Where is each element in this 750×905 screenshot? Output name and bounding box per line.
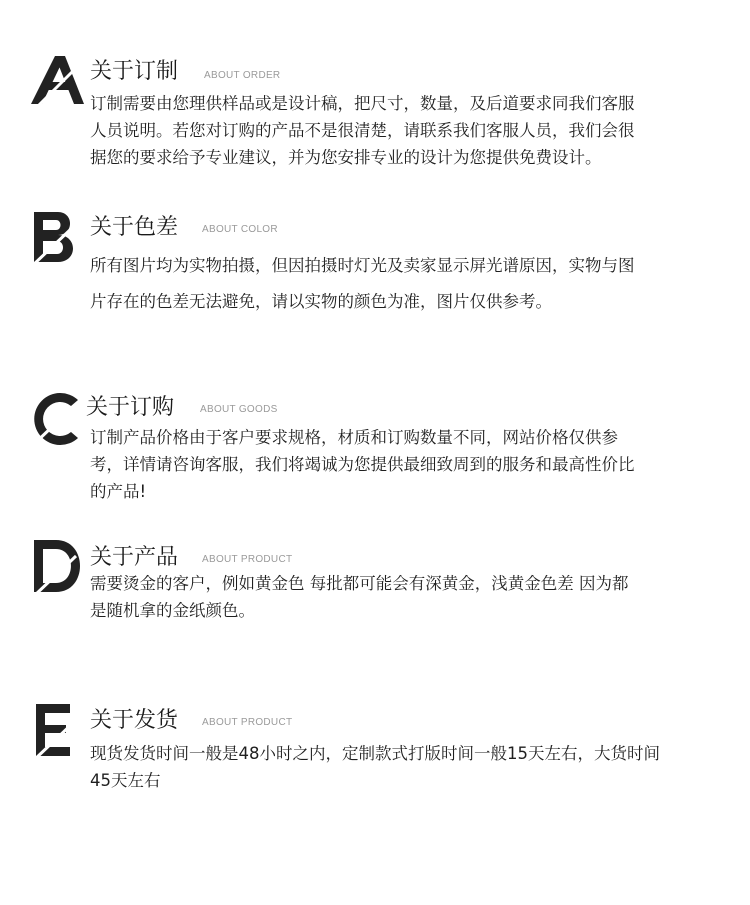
letter-c-icon <box>26 388 88 450</box>
section-subtitle: ABOUT PRODUCT <box>202 717 293 728</box>
body-line: 所有图片均为实物拍摄，但因拍摄时灯光及卖家显示屏光谱原因，实物与图 <box>90 256 635 275</box>
body-line: 据您的要求给予专业建议，并为您安排专业的设计为您提供免费设计。 <box>90 148 602 167</box>
body-line: 是随机拿的金纸颜色。 <box>90 601 255 620</box>
section-title: 关于产品 <box>90 545 179 570</box>
section-title: 关于订购 <box>86 395 175 420</box>
section-title: 关于色差 <box>90 215 179 240</box>
section-body <box>90 248 720 320</box>
section-title: 关于发货 <box>90 708 179 733</box>
letter-e-icon <box>30 700 92 762</box>
letter-d-icon <box>30 536 92 598</box>
body-line: 现货发货时间一般是48小时之内，定制款式打版时间一般15天左右，大货时间 <box>90 744 660 763</box>
body-line: 订制产品价格由于客户要求规格，材质和订购数量不同，网站价格仅供参 <box>90 428 618 447</box>
section-body <box>90 570 720 624</box>
section-body <box>90 424 720 505</box>
section-subtitle: ABOUT COLOR <box>202 224 278 235</box>
section-subtitle: ABOUT GOODS <box>200 404 278 415</box>
body-line: 订制需要由您理供样品或是设计稿，把尺寸，数量，及后道要求同我们客服 <box>90 94 635 113</box>
body-line: 片存在的色差无法避免，请以实物的颜色为准，图片仅供参考。 <box>90 292 552 311</box>
letter-b-icon <box>28 208 90 270</box>
body-line: 人员说明。若您对订购的产品不是很清楚，请联系我们客服人员，我们会很 <box>90 121 635 140</box>
body-line: 需要烫金的客户，例如黄金色 每批都可能会有深黄金，浅黄金色差 因为都 <box>90 574 629 593</box>
body-line: 的产品! <box>90 482 147 501</box>
section-body <box>90 90 720 171</box>
letter-a-icon <box>28 52 90 114</box>
section-body <box>90 740 720 794</box>
section-subtitle: ABOUT ORDER <box>204 70 281 81</box>
body-line: 45天左右 <box>90 771 161 790</box>
body-line: 考，详情请咨询客服，我们将竭诚为您提供最细致周到的服务和最高性价比 <box>90 455 635 474</box>
section-title: 关于订制 <box>90 59 179 84</box>
section-subtitle: ABOUT PRODUCT <box>202 554 293 565</box>
